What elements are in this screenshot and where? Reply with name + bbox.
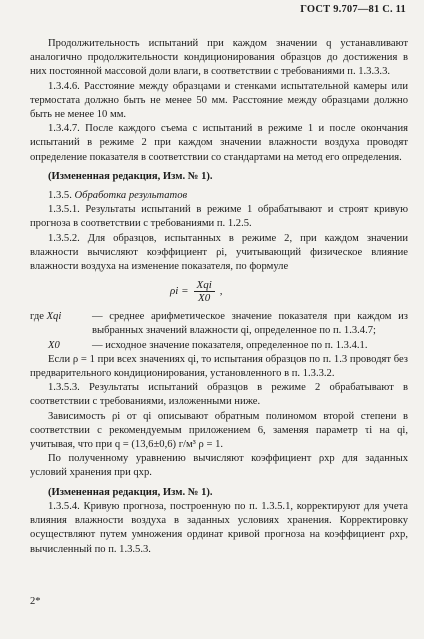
formula-numerator: Xqi — [194, 279, 215, 292]
paragraph-1-3-5-4: 1.3.5.4. Кривую прогноза, построенную по п. 1.3.5.1, корректируют для учета влияния влажности воздуха в заданных условиях хранения. Корректировку осуществляют путем умножения ординат кривой прогноза на коэффициент ρхр, вычисленный по п. 1.3.5.3. — [30, 500, 408, 555]
formula-denominator: X0 — [198, 291, 211, 304]
paragraph-1-3-4-6: 1.3.4.6. Расстояние между образцами и стенками испытательной камеры или термостата должно быть не менее 50 мм. Расстояние между образцами должно быть не менее 10 мм. — [30, 80, 408, 121]
where-word: где — [30, 311, 44, 323]
section-heading-1-3-5 — [30, 189, 408, 203]
formula-lhs: ρi = — [170, 285, 189, 298]
page-header: ГОСТ 9.707—81 С. 11 — [300, 4, 406, 15]
page-body — [30, 37, 408, 557]
formula-trail: , — [219, 285, 223, 298]
revision-note: (Измененная редакция, Изм. № 1). — [48, 486, 213, 498]
paragraph-1-3-5-2: 1.3.5.2. Для образцов, испытанных в режиме 2, при каждом значении влажности вычисляют коэффициент ρi, учитывающий физическое влияние влажности воздуха на изменение показателя, по формуле — [30, 232, 408, 273]
paragraph-equation: По полученному уравнению вычисляют коэффициент ρхр для заданных условий хранения при qхр. — [30, 453, 408, 479]
paragraph-test-duration: Продолжительность испытаний при каждом значении q устанавливают аналогично продолжительности кондиционирования образцов до достижения в них постоянной массовой доли влаги, в соответствии с требованиями п. 1.3.3.3. — [30, 38, 408, 78]
revision-note: (Измененная редакция, Изм. № 1). — [48, 170, 213, 182]
definition-item — [30, 339, 408, 353]
definition-symbol: X0 — [48, 339, 60, 351]
formula-fraction — [194, 279, 215, 304]
definition-text: — исходное значение показателя, определенное по п. 1.3.4.1. — [92, 339, 368, 351]
paragraph-1-3-4-7: 1.3.4.7. После каждого съема с испытаний в режиме 1 и после окончания испытаний в режиме 2 при каждом значении влажности воздуха проводят определение показателя в соответствии со стандартами на метод его определения. — [30, 123, 408, 163]
paragraph-1-3-5-3: 1.3.5.3. Результаты испытаний образцов в режиме 2 обрабатывают в соответствии с требованиями, изложенными ниже. — [30, 382, 408, 408]
definition-symbol: где Xqi — [30, 311, 62, 323]
paragraph-1-3-5-1: 1.3.5.1. Результаты испытаний в режиме 1 обрабатывают и строят кривую прогноза в соответствии с требованиями п. 1.2.5. — [30, 204, 408, 230]
formula — [170, 278, 408, 304]
definition-item — [30, 310, 408, 338]
page-footer-mark: 2* — [30, 596, 41, 607]
section-number: 1.3.5. — [48, 190, 72, 202]
definitions — [30, 310, 408, 353]
section-title: Обработка результатов — [74, 190, 188, 202]
definition-text: — среднее арифметическое значение показателя при каждом из выбранных значений влажности qi, определенное по п. 1.3.4.7; — [92, 311, 408, 337]
paragraph-condition: Если ρ = 1 при всех значениях qi, то испытания образцов по п. 1.3 проводят без предварительного кондиционирования, установленного в п. 1.3.3.2. — [30, 353, 408, 380]
paragraph-dependency: Зависимость ρi от qi описывают обратным полиномом второй степени в соответствии с рекомендуемым приложением 6, заменяя параметр τi на qi, учитывая, что при q = (13,6±0,6) г/м³ ρ = 1. — [30, 410, 408, 451]
